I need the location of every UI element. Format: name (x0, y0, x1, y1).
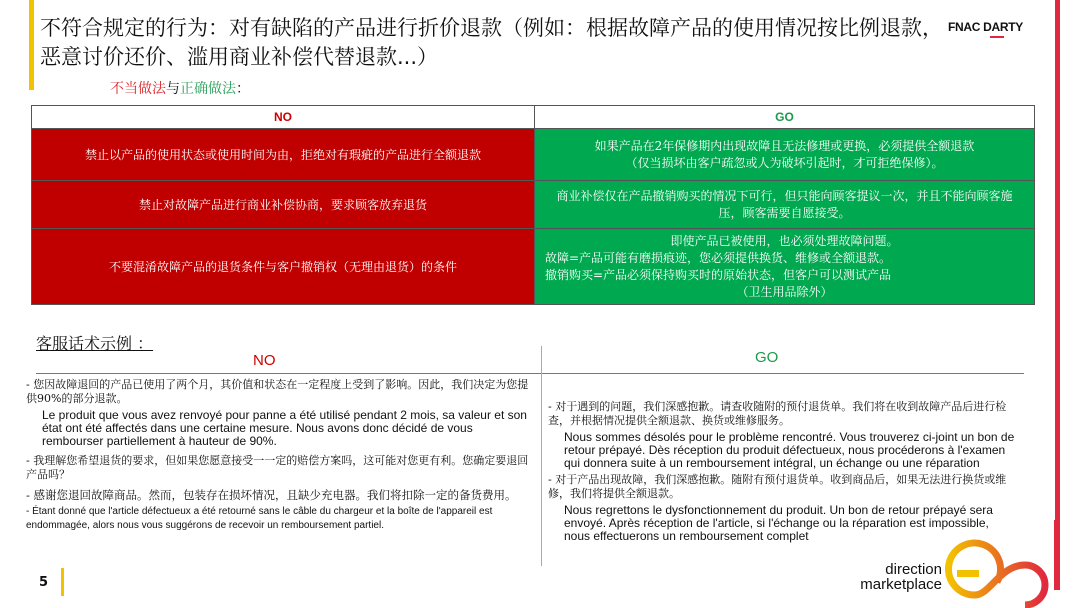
right-accent-line (1055, 0, 1060, 565)
go-line: 撤销购买=产品必须保持购买时的原始状态，但客户可以测试产品 (545, 267, 892, 282)
title-accent-bar (29, 0, 34, 90)
go-cell (535, 229, 1035, 305)
column-divider (541, 346, 542, 566)
subtitle-good: 正确做法 (180, 81, 236, 97)
page-accent-bar (61, 568, 64, 596)
no-cell: 禁止以产品的使用状态或使用时间为由，拒绝对有瑕疵的产品进行全额退款 (32, 129, 535, 181)
go-line: 商业补偿仅在产品撤销购买的情况下可行，但只能向顾客提议一次，并且不能向顾客施压，顾客需要自愿接受。 (556, 188, 1013, 220)
table-row (32, 229, 1035, 305)
page-number: 5 (39, 575, 49, 590)
fnac-darty-logo: FNAC DARTY (948, 20, 1023, 34)
table-row (32, 129, 1035, 181)
logo-line: marketplace (860, 576, 942, 593)
no-examples (26, 378, 536, 536)
example-item: - 感谢您退回故障商品。然而，包装存在损坏情况，且缺少充电器。我们将扣除一定的备货费用。 (26, 488, 517, 502)
page-title: 不符合规定的行为：对有缺陷的产品进行折价退款（例如：根据故障产品的使用情况按比例退款，恶意讨价还价、滥用商业补偿代替退款...） (40, 16, 943, 69)
subtitle (110, 78, 250, 98)
subtitle-colon: ： (236, 81, 250, 97)
rules-table (31, 105, 1035, 305)
example-item: Nous sommes désolés pour le problème rencontré. Vous trouverez ci-joint un bon de retour prépayé. Dès réception du produit défectueux, nous procéderons à l'examen qui donnera suite à un remboursement intégral, un échange ou une réparation (564, 430, 1015, 470)
go-cell (535, 129, 1035, 181)
example-item: - Étant donné que l'article défectueux a été retourné sans le câble du chargeur et la boîte de l'appareil est endommagée, alors nous vous suggérons de recevoir un remboursement partiel. (26, 506, 493, 531)
example-item: - 我理解您希望退货的要求，但如果您愿意接受一一定的赔偿方案吗，这可能对您更有利。您确定要退回产品吗？ (26, 454, 529, 481)
direction-marketplace-wordmark (850, 562, 942, 592)
examples-title: 客服话术示例 ： (36, 334, 154, 353)
header-go: GO (535, 106, 1035, 129)
go-line: 如果产品在2年保修期内出现故障且无法修理或更换，必须提供全额退款 (594, 138, 975, 153)
divider (36, 373, 1024, 374)
go-line: 故障=产品可能有磨损痕迹，您必须提供换货、维修或全额退款。 (545, 250, 892, 265)
go-line: （卫生用品除外） (736, 284, 833, 299)
ed-logo-icon (945, 520, 1065, 608)
go-line: 即使产品已被使用，也必须处理故障问题。 (670, 233, 899, 248)
example-item: - 您因故障退回的产品已使用了两个月，其价值和状态在一定程度上受到了影响。因此，我们决定为您提供90%的部分退款。 (26, 378, 529, 405)
example-item: - 对于产品出现故障，我们深感抱歉。随附有预付退货单。收到商品后，如果无法进行换货或维修，我们将提供全额退款。 (548, 473, 1007, 500)
table-row (32, 181, 1035, 229)
no-cell: 禁止对故障产品进行商业补偿协商，要求顾客放弃退货 (32, 181, 535, 229)
examples-go-label: GO (755, 349, 779, 366)
logo-underline (990, 36, 1004, 38)
subtitle-and: 与 (166, 81, 180, 97)
no-cell: 不要混淆故障产品的退货条件与客户撤销权（无理由退货）的条件 (32, 229, 535, 305)
go-line: （仅当损坏由客户疏忽或人为破坏引起时，才可拒绝保修）。 (625, 155, 944, 170)
go-cell (535, 181, 1035, 229)
example-item: Nous regrettons le dysfonctionnement du produit. Un bon de retour prépayé sera envoyé. Après réception de l'article, si l'échange ou la réparation est impossible, nous effectuerons un remboursement complet (564, 503, 993, 543)
subtitle-bad: 不当做法 (110, 81, 166, 97)
examples-no-label: NO (253, 352, 276, 369)
logo-line: direction (885, 561, 942, 578)
header-no: NO (32, 106, 535, 129)
example-item: - 对于遇到的问题，我们深感抱歉。请查收随附的预付退货单。我们将在收到故障产品后进行检查，并根据情况提供全额退款、换货或维修服务。 (548, 400, 1007, 427)
example-item: Le produit que vous avez renvoyé pour panne a été utilisé pendant 2 mois, sa valeur et son état ont été affectés dans une certaine mesure. Nous avons donc décidé de vous rembourser partiellement à hauteur de 90%. (42, 408, 527, 448)
